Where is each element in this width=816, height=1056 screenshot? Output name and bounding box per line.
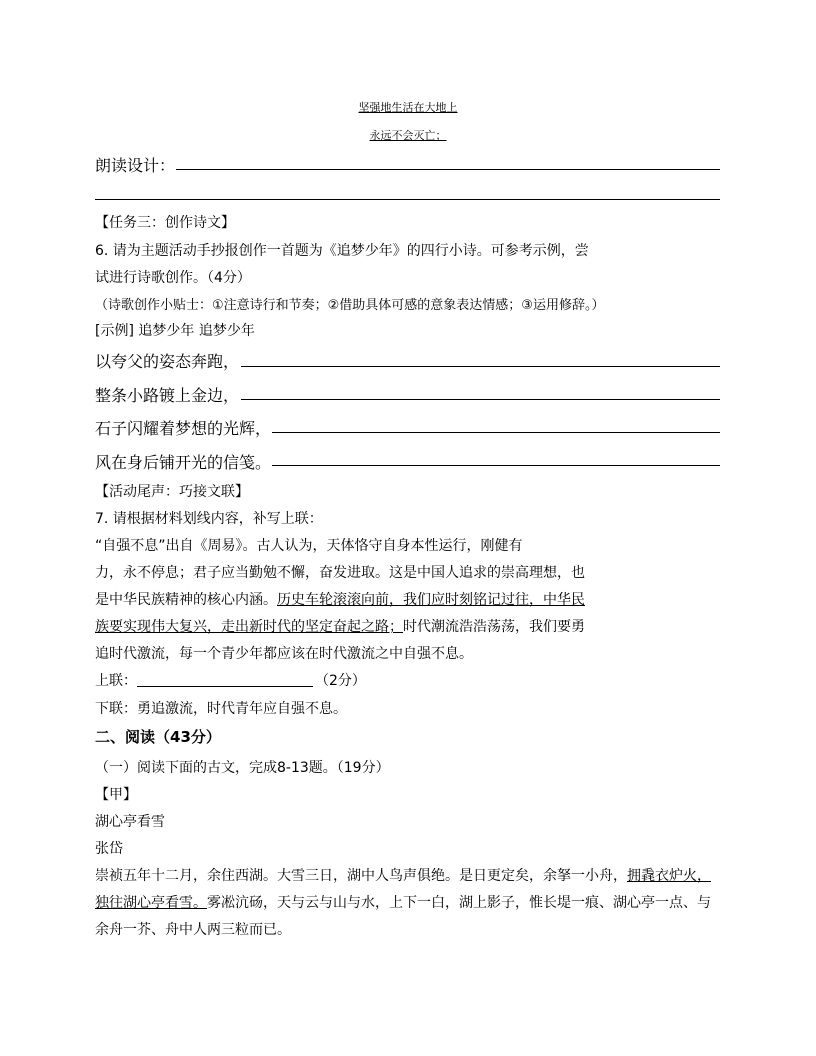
poem-line-2: 永远不会灭亡； [369,129,447,142]
essay-line-2-underlined: 独往湖心亭看雪。 [95,895,207,911]
passage-line-4 [95,616,585,636]
reading-section-heading: 二、阅读（43分） [95,728,221,746]
passage-line-2: 力，永不停息；君子应当勤勉不懈，奋发进取。这是中国人追求的崇高理想，也 [95,565,585,581]
poem-line-1: 坚强地生活在大地上 [358,101,458,114]
passage-line-3-underlined: 历史车轮滚滚向前，我们应时刻铭记过往，中华民 [277,592,585,608]
essay-line-1 [95,865,711,885]
passage-line-4-underlined: 族要实现伟大复兴，走出新时代的坚定奋起之路； [95,619,403,635]
example-line-4: 风在身后铺开光的信笺。 [95,453,272,472]
essay-line-1-underlined: 拥毳衣炉火， [627,868,711,884]
essay-line-2 [95,892,711,912]
reading-design-answer-line-1 [176,169,720,170]
poetry-tips: （诗歌创作小贴士：①注意诗行和节奏；②借助具体可感的意象表达情感；③运用修辞。） [95,298,605,313]
upper-couplet-answer-line [137,686,313,687]
text-jia-label: 【甲】 [95,787,137,803]
upper-couplet-label: 上联： [95,673,137,689]
lower-couplet: 下联：勇追激流，时代青年应自强不息。 [95,701,347,717]
passage-line-3-plain: 是中华民族精神的核心内涵。 [95,592,277,608]
essay-line-1-plain: 崇祯五年十二月，余住西湖。大雪三日，湖中人鸟声俱绝。是日更定矣，余拏一小舟， [95,868,627,884]
reading-design-answer-line-2 [95,199,720,200]
essay-title: 湖心亭看雪 [95,814,165,830]
example-heading: [示例] 追梦少年 追梦少年 [95,323,255,339]
example-answer-line-1 [241,366,720,367]
upper-couplet-score: （2分） [315,673,366,689]
example-answer-line-2 [241,399,720,400]
q6-text-line-2: 试进行诗歌创作。（4分） [95,270,251,286]
q6-text-line-1: 6. 请为主题活动手抄报创作一首题为《追梦少年》的四行小诗。可参考示例，尝 [95,243,589,259]
essay-line-2-plain: 雾凇沆砀，天与云与山与水，上下一白，湖上影子，惟长堤一痕、湖心亭一点、与 [207,895,711,911]
example-line-3: 石子闪耀着梦想的光辉， [95,419,272,438]
q7-text: 7. 请根据材料划线内容，补写上联： [95,511,323,527]
task3-heading: 【任务三：创作诗文】 [95,215,235,231]
passage-line-1: “自强不息”出自《周易》。古人认为，天体恪守自身本性运行，刚健有 [95,538,523,554]
reading-subsection: （一）阅读下面的古文，完成8-13题。（19分） [95,760,390,776]
reading-design-label: 朗读设计： [95,156,176,175]
finale-heading: 【活动尾声：巧接文联】 [95,484,249,500]
example-answer-line-3 [272,432,720,433]
example-answer-line-4 [272,465,720,466]
example-line-2: 整条小路镀上金边， [95,386,240,405]
essay-line-3: 余舟一芥、舟中人两三粒而已。 [95,922,291,938]
passage-line-5: 追时代激流，每一个青少年都应该在时代激流之中自强不息。 [95,646,473,662]
passage-line-4-plain: 时代潮流浩浩荡荡，我们要勇 [403,619,585,635]
example-line-1: 以夸父的姿态奔跑， [95,352,240,371]
essay-author: 张岱 [95,841,123,857]
passage-line-3 [95,589,585,609]
